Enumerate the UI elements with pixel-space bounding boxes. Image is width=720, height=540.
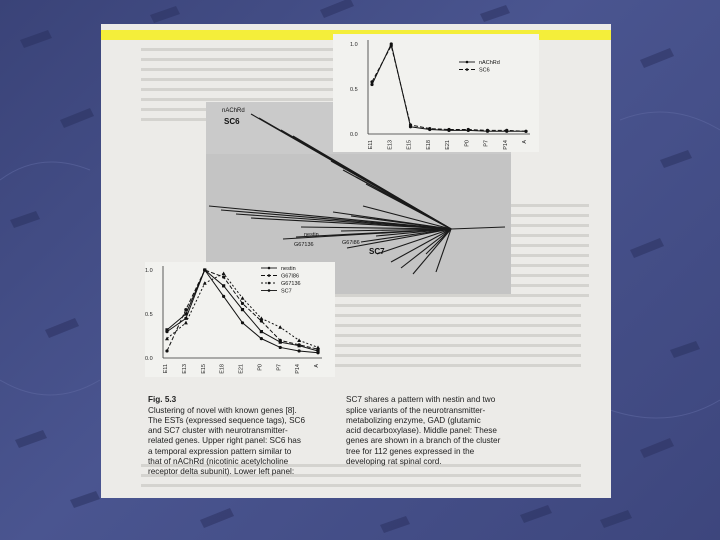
tree-label-g67i86: G67i86 [342, 240, 360, 246]
data-point [298, 344, 301, 347]
figure-label: Fig. 5.3 [148, 395, 177, 405]
legend-label: G67136 [281, 281, 301, 287]
data-point [222, 295, 225, 298]
data-point [260, 337, 263, 340]
caption-left-text: Clustering of novel with known genes [8]. The ESTs (expressed sequence tags), SC6 and SC7 cluster with neurotransmitter- related genes. Upper right panel: SC6 has a temporal expression pattern similar to that of nAChRd (nicotinic acetylcholine receptor delta subunit). Lower left panel: [148, 405, 306, 477]
x-tick-label: E15 [406, 140, 413, 150]
y-tick-label: 1.0 [145, 268, 153, 274]
data-point [260, 330, 263, 333]
x-tick-label: A [522, 140, 528, 144]
scanned-page [101, 24, 611, 498]
legend-label: G67I86 [281, 273, 300, 280]
legend-label: SC7 [281, 288, 292, 295]
y-tick-label: 0.5 [350, 87, 358, 93]
x-tick-label: E21 [238, 364, 245, 374]
x-tick-label: E21 [445, 140, 451, 150]
data-point [316, 345, 320, 349]
caption-right [346, 385, 521, 478]
tree-label-nachrd: nAChRd [222, 108, 245, 114]
tree-label-g67136: G67136 [294, 242, 314, 248]
data-point [222, 284, 225, 287]
data-point [184, 312, 187, 315]
data-point [184, 321, 188, 325]
x-tick-label: E13 [181, 364, 188, 374]
legend-label: nAChRd [479, 60, 500, 66]
data-point [241, 302, 244, 305]
x-tick-label: P0 [464, 140, 471, 147]
data-point [279, 341, 282, 344]
tree-label-nestin: nestin [304, 232, 319, 238]
tree-label-sc6: SC6 [224, 117, 240, 126]
x-tick-label: E15 [200, 364, 207, 374]
data-point [203, 268, 206, 271]
x-tick-label: A [314, 364, 320, 368]
x-tick-label: P7 [276, 364, 283, 371]
data-point [222, 272, 226, 276]
data-point [279, 346, 282, 349]
data-point [165, 328, 168, 331]
y-tick-label: 0.0 [350, 132, 358, 138]
data-point [297, 338, 301, 342]
x-tick-label: P14 [295, 364, 302, 374]
data-point [241, 321, 244, 324]
caption-left [148, 385, 313, 488]
x-tick-label: E18 [219, 364, 226, 374]
data-point [298, 349, 301, 352]
x-tick-label: P0 [257, 364, 264, 371]
x-tick-label: E11 [368, 140, 374, 150]
legend-label: SC6 [479, 67, 490, 74]
data-point [316, 349, 319, 352]
data-point [241, 296, 245, 300]
y-tick-label: 0.5 [145, 312, 153, 318]
data-point [278, 325, 282, 329]
x-tick-label: E18 [425, 140, 432, 150]
data-point [222, 275, 225, 278]
data-point [165, 349, 168, 352]
x-tick-label: E11 [163, 364, 169, 374]
x-tick-label: E13 [387, 140, 394, 150]
legend-marker [268, 289, 271, 292]
tree-label-sc7: SC7 [369, 247, 385, 256]
data-point [259, 316, 263, 320]
legend-label: nestin [281, 266, 296, 272]
legend-marker [268, 267, 271, 270]
legend-marker [268, 282, 271, 285]
x-tick-label: P14 [502, 140, 509, 150]
legend-marker [268, 274, 271, 277]
y-tick-label: 0.0 [145, 356, 153, 362]
caption-right-text: SC7 shares a pattern with nestin and two splice variants of the neurotransmitter- metabolizing enzyme, GAD (glutamic acid decarboxylase). Middle panel: These genes are shown in a branch of the cluster tree for 112 genes expressed in the developing rat spinal cord. [346, 395, 501, 467]
data-point [165, 337, 169, 341]
y-tick-label: 1.0 [350, 42, 358, 48]
data-point [241, 308, 244, 311]
x-tick-label: P7 [483, 140, 490, 147]
